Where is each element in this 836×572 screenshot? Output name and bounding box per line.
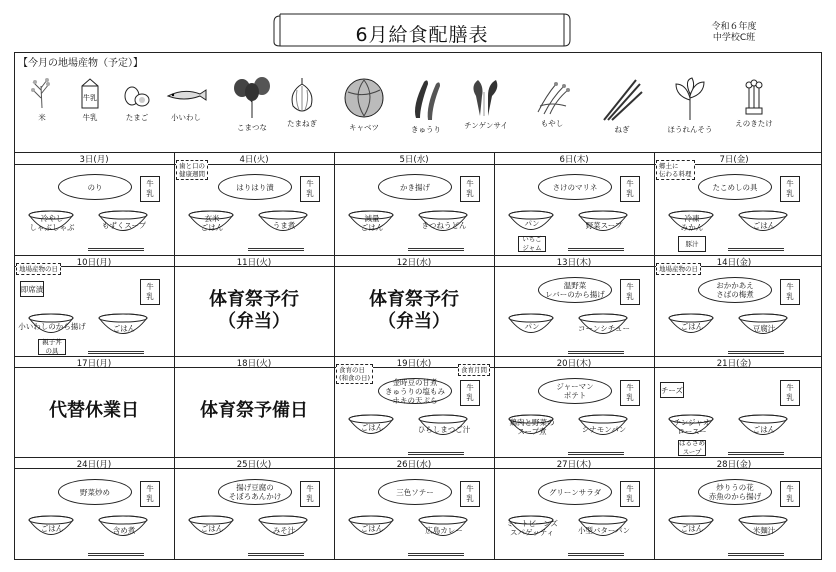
milk-label: 牛 <box>786 383 794 392</box>
local-product-item <box>228 76 276 133</box>
main-dish: 金時豆の甘煮 きゅうりの塩もみ ホキの天ぷら <box>378 378 452 404</box>
staple-label: ごはん <box>360 523 384 533</box>
day-date: 26日(水) <box>396 460 432 470</box>
page-title: 6月給食配膳表 <box>355 24 489 46</box>
staple-label: ごはん <box>680 321 704 331</box>
local-product-item <box>598 76 646 135</box>
day-cell <box>14 368 174 458</box>
chopsticks <box>88 351 144 354</box>
milk-label: 牛 <box>306 484 314 493</box>
milk-label: 牛 <box>626 383 634 392</box>
day-date: 7日(金) <box>719 155 749 165</box>
day-cell <box>14 469 174 559</box>
komatsuna-icon <box>228 76 276 120</box>
soup-label: 豆腐汁 <box>752 323 776 333</box>
milk-label: 乳 <box>466 189 474 198</box>
milk-box <box>460 380 480 406</box>
milk-box <box>140 279 160 305</box>
milk-box <box>620 481 640 507</box>
chopsticks <box>728 351 784 354</box>
staple-label: 冷凍 みかん <box>680 214 704 232</box>
staple-label: ごはん <box>200 523 224 533</box>
staple-label: 減量 ごはん <box>360 214 384 232</box>
milk-label: 牛 <box>466 484 474 493</box>
day-date: 27日(木) <box>556 460 592 470</box>
chopsticks <box>248 248 304 251</box>
day-date: 10日(月) <box>76 258 112 268</box>
chopsticks <box>408 553 464 556</box>
main-dish: かき揚げ <box>378 174 452 200</box>
event-tag: 食育月間 <box>458 364 490 376</box>
event-tag: 郷土に 伝わる料理 <box>656 160 695 180</box>
soup-label: 米麺汁 <box>752 525 776 535</box>
local-product-item <box>528 76 576 129</box>
day-cell <box>14 164 174 254</box>
milk-box <box>780 481 800 507</box>
staple-label: ごはん <box>680 523 704 533</box>
school-year: 令和６年度 <box>711 22 757 32</box>
staple-label: チンジャオ ロースー <box>673 418 711 436</box>
local-product-label: もやし <box>540 119 564 128</box>
local-product-label: たまねぎ <box>287 119 317 128</box>
staple-label: 鶏肉と野菜の スープ煮 <box>509 418 555 436</box>
milk-label: 牛 <box>306 179 314 188</box>
day-cell <box>654 164 814 254</box>
milk-box <box>300 481 320 507</box>
day-date: 19日(水) <box>396 359 432 369</box>
main-dish: おかかあえ さばの梅煮 <box>698 277 772 303</box>
milk-box <box>780 176 800 202</box>
onion-icon <box>278 76 326 116</box>
bokchoy-icon <box>462 76 510 118</box>
day-date: 6日(木) <box>559 155 589 165</box>
milk-label: 乳 <box>786 494 794 503</box>
extra-item: 豚汁 <box>678 236 706 252</box>
milk-label: 乳 <box>626 393 634 402</box>
chopsticks <box>408 248 464 251</box>
day-cell <box>14 267 174 357</box>
day-date: 25日(火) <box>236 460 272 470</box>
soup-label: 含め煮 <box>112 525 136 535</box>
milk-label: 牛 <box>626 484 634 493</box>
enoki-icon <box>730 76 778 116</box>
soup-label: コーンシチュー <box>578 323 630 333</box>
milk-box <box>300 176 320 202</box>
spinach-icon <box>666 76 714 122</box>
local-product-label: 小いわし <box>171 113 201 122</box>
milk-box <box>620 380 640 406</box>
chopsticks <box>728 553 784 556</box>
extra-item: いちご ジャム <box>518 236 546 252</box>
milk-label: 牛 <box>626 179 634 188</box>
milk-label: 牛 <box>466 179 474 188</box>
main-dish: さけのマリネ <box>538 174 612 200</box>
milk-box <box>140 481 160 507</box>
main-dish: 温野菜 レバーのから揚げ <box>538 277 612 303</box>
local-product-label: ねぎ <box>614 125 630 134</box>
school-class: 中学校C班 <box>712 33 756 43</box>
day-cell <box>654 469 814 559</box>
day-cell <box>494 368 654 458</box>
soup-label: ごはん <box>752 424 776 434</box>
chopsticks <box>568 351 624 354</box>
main-dish: ジャーマン ポテト <box>538 378 612 404</box>
day-cell <box>654 368 814 458</box>
local-product-item <box>462 76 510 131</box>
milk-label: 乳 <box>786 189 794 198</box>
chopsticks <box>88 553 144 556</box>
day-date: 21日(金) <box>716 359 752 369</box>
school-info <box>698 22 770 44</box>
milk-label: 乳 <box>626 189 634 198</box>
milk-label: 牛 <box>786 484 794 493</box>
extra-item: はるさめ スープ <box>679 439 705 456</box>
main-dish: はりはり漬 <box>218 174 292 200</box>
staple-label: パン <box>524 321 540 331</box>
day-cell <box>494 267 654 357</box>
milk-label: 乳 <box>786 393 794 402</box>
milk-label: 乳 <box>466 393 474 402</box>
local-product-label: チンゲンサイ <box>464 121 508 130</box>
event-label: 体育祭予行 （弁当） <box>209 289 299 332</box>
chopsticks <box>248 553 304 556</box>
rice-icon <box>18 76 66 110</box>
local-product-item <box>340 76 388 133</box>
chopsticks <box>568 553 624 556</box>
egg-icon <box>113 76 161 110</box>
side-item: 即席漬 <box>20 281 44 297</box>
day-cell <box>494 469 654 559</box>
milk-box <box>140 176 160 202</box>
local-product-label: たまご <box>125 113 149 122</box>
main-dish: 三色ソテー <box>378 479 452 505</box>
milk-label: 乳 <box>626 494 634 503</box>
day-cell <box>174 164 334 254</box>
soup-label: 小型バターパン <box>577 525 631 535</box>
milk-box <box>620 279 640 305</box>
staple-label: ごはん <box>360 422 384 432</box>
milk-label: 乳 <box>626 292 634 301</box>
local-product-item <box>113 76 161 123</box>
green-onion-icon <box>598 76 646 122</box>
chopsticks <box>728 248 784 251</box>
event-tag: 食育の日 (和食の日) <box>336 364 373 384</box>
main-dish: 揚げ豆腐の そぼろあんかけ <box>218 479 292 505</box>
day-cell <box>494 164 654 254</box>
milk-label: 牛 <box>146 282 154 291</box>
chopsticks <box>88 248 144 251</box>
milk-label: 牛 <box>146 484 154 493</box>
soup-label: 野菜スープ <box>585 220 623 230</box>
local-product-item <box>730 76 778 129</box>
milk-label: 牛 <box>786 282 794 291</box>
main-dish: グリーンサラダ <box>538 479 612 505</box>
staple-label: 玄米 ごはん <box>200 214 224 232</box>
event-tag: 地場産物の日 <box>16 263 61 275</box>
soup-label: ひらしまつご汁 <box>417 424 471 434</box>
chopsticks <box>728 452 784 455</box>
milk-label: 牛 <box>466 383 474 392</box>
event-label: 代替休業日 <box>49 400 139 421</box>
local-product-item <box>666 76 714 135</box>
event-label: 体育祭予行 （弁当） <box>369 289 459 332</box>
cucumber-icon <box>402 76 450 122</box>
day-date: 3日(月) <box>79 155 109 165</box>
day-cell <box>334 164 494 254</box>
milk-label: 乳 <box>466 494 474 503</box>
cabbage-icon <box>340 76 388 120</box>
local-product-item <box>402 76 450 135</box>
milk-label: 乳 <box>146 494 154 503</box>
local-product-label: えのきたけ <box>735 119 773 128</box>
day-date: 11日(火) <box>236 258 272 268</box>
sardine-icon <box>162 76 210 110</box>
day-cell <box>654 267 814 357</box>
milk-box <box>780 279 800 305</box>
main-dish: 炒りうの花 赤魚のから揚げ <box>698 479 772 505</box>
chopsticks <box>408 452 464 455</box>
svg-text:牛乳: 牛乳 <box>83 94 97 102</box>
milk-box <box>780 380 800 406</box>
milk-label: 乳 <box>306 189 314 198</box>
day-cell <box>174 469 334 559</box>
day-date: 12日(水) <box>396 258 432 268</box>
milk-label: 乳 <box>146 292 154 301</box>
day-date: 4日(火) <box>239 155 269 165</box>
chopsticks <box>568 452 624 455</box>
local-product-item <box>278 76 326 129</box>
day-cell <box>334 267 494 357</box>
staple-label: パン <box>524 218 540 228</box>
soup-label: みそ汁 <box>272 525 296 535</box>
local-products-heading: 【今月の地場産物（予定）】 <box>18 58 143 69</box>
local-product-label: ほうれんそう <box>667 125 713 134</box>
day-date: 18日(火) <box>236 359 272 369</box>
day-date: 5日(水) <box>399 155 429 165</box>
milk-label: 牛 <box>786 179 794 188</box>
day-date: 17日(月) <box>76 359 112 369</box>
milk-box <box>460 176 480 202</box>
soup-label: ごはん <box>112 323 136 333</box>
day-date: 24日(月) <box>76 460 112 470</box>
milk-label: 牛 <box>626 282 634 291</box>
staple-label: ミートビーンズ スパゲッティ <box>506 519 558 537</box>
day-date: 20日(木) <box>556 359 592 369</box>
side-item: チーズ <box>660 382 684 398</box>
milk-carton-icon <box>66 76 114 110</box>
day-date: 14日(金) <box>716 258 752 268</box>
event-tag: 地場産物の日 <box>656 263 701 275</box>
extra-item: 親子丼 の具 <box>38 339 66 355</box>
local-product-item <box>18 76 66 123</box>
main-dish: のり <box>58 174 132 200</box>
local-product-label: こまつな <box>237 123 267 132</box>
local-product-label: 牛乳 <box>82 113 98 122</box>
soup-label: 広島カレー <box>425 525 463 535</box>
milk-box <box>460 481 480 507</box>
local-product-label: キャベツ <box>349 123 379 132</box>
soup-label: もずくスープ <box>101 220 147 230</box>
soup-label: ごはん <box>752 220 776 230</box>
milk-label: 乳 <box>146 189 154 198</box>
day-cell <box>334 368 494 458</box>
staple-label: 冷やし しゃぶしゃぶ <box>29 214 75 232</box>
day-cell <box>334 469 494 559</box>
main-dish: たこめしの具 <box>698 174 772 200</box>
event-label: 体育祭予備日 <box>200 400 308 421</box>
soup-label: うま煮 <box>272 220 296 230</box>
local-product-item <box>162 76 210 123</box>
milk-box <box>620 176 640 202</box>
staple-label: ごはん <box>40 523 64 533</box>
local-product-label: きゅうり <box>411 125 441 134</box>
soup-label: きつねうどん <box>421 220 467 230</box>
chopsticks <box>568 248 624 251</box>
bean-sprout-icon <box>528 76 576 116</box>
milk-label: 牛 <box>146 179 154 188</box>
main-dish: 野菜炒め <box>58 479 132 505</box>
soup-label: シナモンパン <box>581 424 627 434</box>
milk-label: 乳 <box>306 494 314 503</box>
event-tag: 歯と口の 健康週間 <box>176 160 208 180</box>
day-date: 28日(金) <box>716 460 752 470</box>
day-cell <box>174 267 334 357</box>
day-date: 13日(木) <box>556 258 592 268</box>
milk-label: 乳 <box>786 292 794 301</box>
local-product-item <box>66 76 114 123</box>
day-cell <box>174 368 334 458</box>
local-product-label: 米 <box>38 113 46 122</box>
title-banner <box>272 12 572 48</box>
staple-label: 小いわしのから揚げ <box>18 321 86 331</box>
